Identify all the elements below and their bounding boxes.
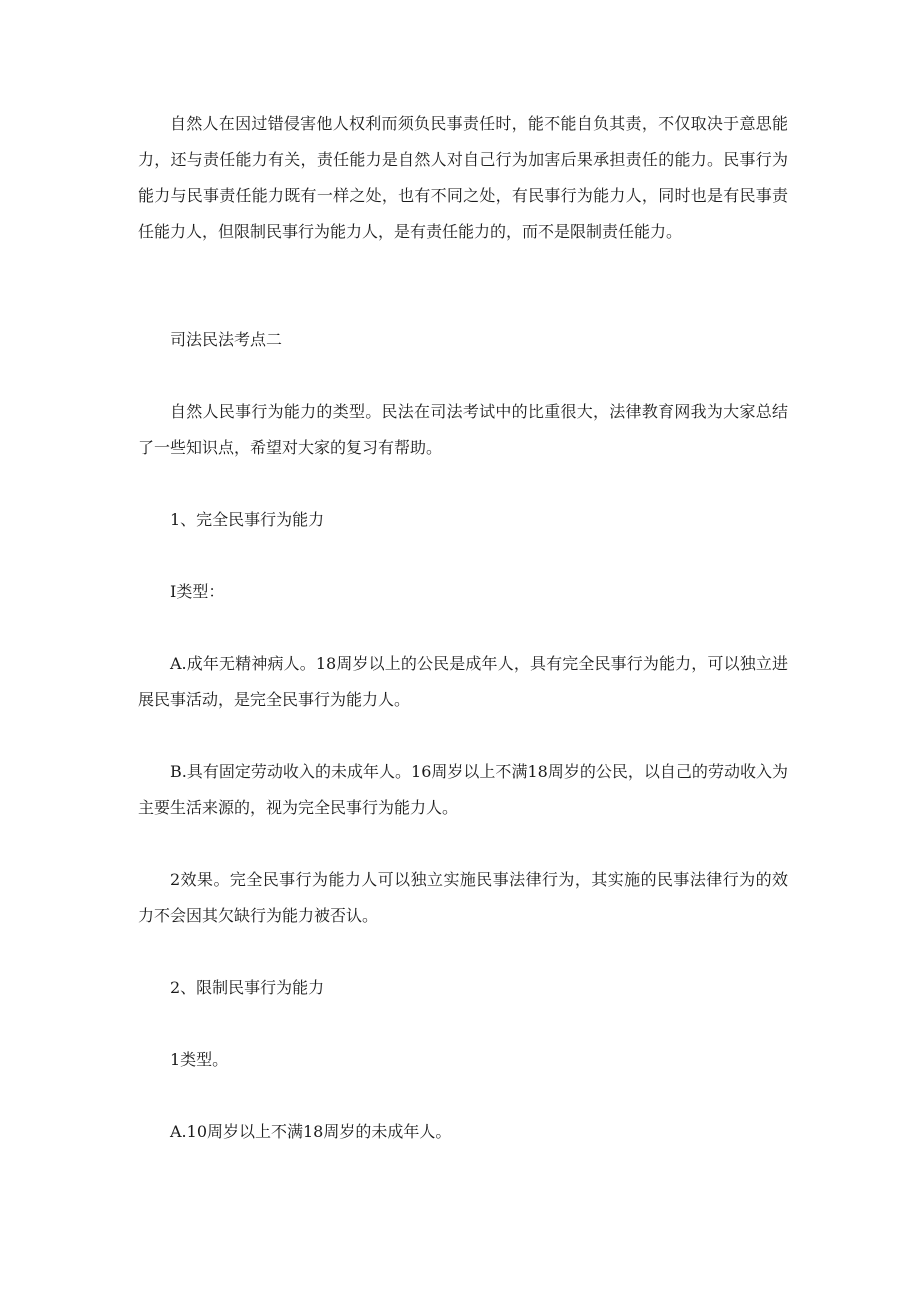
subheading-types: I类型： xyxy=(170,582,225,601)
heading-limited-capacity: 2、限制民事行为能力 xyxy=(170,978,325,997)
paragraph-minor-income-item-b: B.具有固定劳动收入的未成年人。16周岁以上不满18周岁的公民，以自己的劳动收入为主要生活来源的，视为完全民事行为能力人。 xyxy=(138,762,788,817)
paragraph-capacity-types-intro: 自然人民事行为能力的类型。民法在司法考试中的比重很大，法律教育网我为大家总结了一些知识点，希望对大家的复习有帮助。 xyxy=(138,402,788,457)
subheading-limited-types: 1类型。 xyxy=(170,1050,229,1069)
paragraph-effect: 2效果。完全民事行为能力人可以独立实施民事法律行为，其实施的民事法律行为的效力不会因其欠缺行为能力被否认。 xyxy=(138,870,788,925)
section-heading-civil-law-point-two: 司法民法考点二 xyxy=(170,330,283,349)
paragraph-limited-item-a: A.10周岁以上不满18周岁的未成年人。 xyxy=(170,1122,452,1141)
heading-full-capacity: 1、完全民事行为能力 xyxy=(170,510,325,529)
paragraph-liability-capacity: 自然人在因过错侵害他人权利而须负民事责任时，能不能自负其责，不仅取决于意思能力，还与责任能力有关，责任能力是自然人对自己行为加害后果承担责任的能力。民事行为能力与民事责任能力既有一样之处，也有不同之处，有民事行为能力人，同时也是有民事责任能力人，但限制民事行为能力人，是有责任能力的，而不是限制责任能力。 xyxy=(138,114,788,241)
paragraph-adult-item-a: A.成年无精神病人。18周岁以上的公民是成年人，具有完全民事行为能力，可以独立进展民事活动，是完全民事行为能力人。 xyxy=(138,654,788,709)
